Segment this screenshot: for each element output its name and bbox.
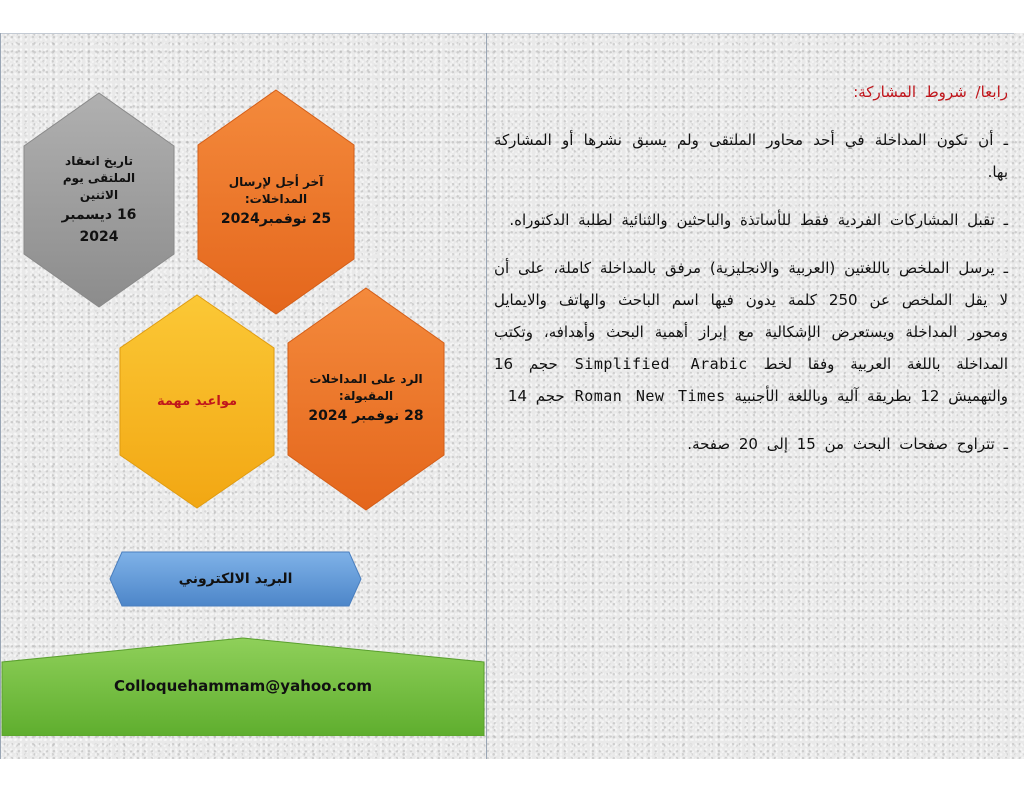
condition-page-count: ـ تتراوح صفحات البحث من 15 إلى 20 صفحة. [687, 435, 1008, 453]
email-banner [0, 636, 486, 736]
condition-eligibility: ـ تقبل المشاركات الفردية فقط للأساتذة والباحثين والثنائية لطلبة الدكتوراه. [509, 211, 1008, 229]
hex-conference-date-line2: الملتقى يوم الاثنين [62, 170, 136, 202]
hex-important-dates-label: مواعيد مهمة [156, 394, 238, 409]
hex-acceptance-reply [286, 286, 446, 512]
section-title: رابعا/ شروط المشاركة: [853, 83, 1008, 101]
hex-submission-deadline-value: 25 نوفمبر2024 [220, 211, 332, 227]
font-foreign-name: Roman New Times [574, 387, 726, 405]
hex-submission-deadline [196, 88, 356, 316]
email-label-banner [108, 550, 363, 608]
participation-conditions [494, 78, 1008, 476]
hex-acceptance-reply-value: 28 نوفمبر 2024 [308, 408, 424, 424]
condition-topic: ـ أن تكون المداخلة في أحد محاور الملتقى ولم يسبق نشرها أو المشاركة بها. [494, 131, 1008, 181]
hex-acceptance-reply-line2: المقبولة: [338, 389, 394, 403]
condition-abstract-text-b: حجم 16 والتهميش 12 بطريقة آلية وباللغة الأجنبية [494, 355, 1008, 405]
hex-conference-date [22, 91, 176, 309]
email-label-text: البريد الالكتروني [178, 571, 293, 587]
hex-important-dates [118, 293, 276, 510]
hex-conference-date-value: 16 ديسمبر 2024 [61, 206, 137, 245]
hex-submission-deadline-line2: المداخلات: [244, 192, 308, 206]
page-top-border [0, 33, 1014, 34]
email-address[interactable]: Colloquehammam@yahoo.com [113, 677, 373, 695]
condition-abstract [494, 252, 1008, 412]
hex-conference-date-line1: تاريخ انعقاد [65, 153, 133, 168]
font-arabic-name: Simplified Arabic [574, 355, 748, 373]
column-divider [486, 33, 487, 759]
hex-submission-deadline-line1: آخر أجل لإرسال [228, 175, 324, 189]
condition-abstract-text-a: ـ يرسل الملخص باللغتين (العربية والانجليزية) مرفق بالمداخلة كاملة، على أن لا يقل الملخص عن 250 كلمة يدون فيها اسم الباحث والهاتف والايمايل ومحور المداخلة ويستعرض الإشكالية مع إبراز أهمية البحث وأهدافه، وتكتب المداخلة باللغة العربية وفقا لخط [494, 259, 1009, 373]
condition-abstract-text-c: حجم 14 [507, 387, 565, 405]
hex-acceptance-reply-line1: الرد على المداخلات [309, 372, 423, 386]
